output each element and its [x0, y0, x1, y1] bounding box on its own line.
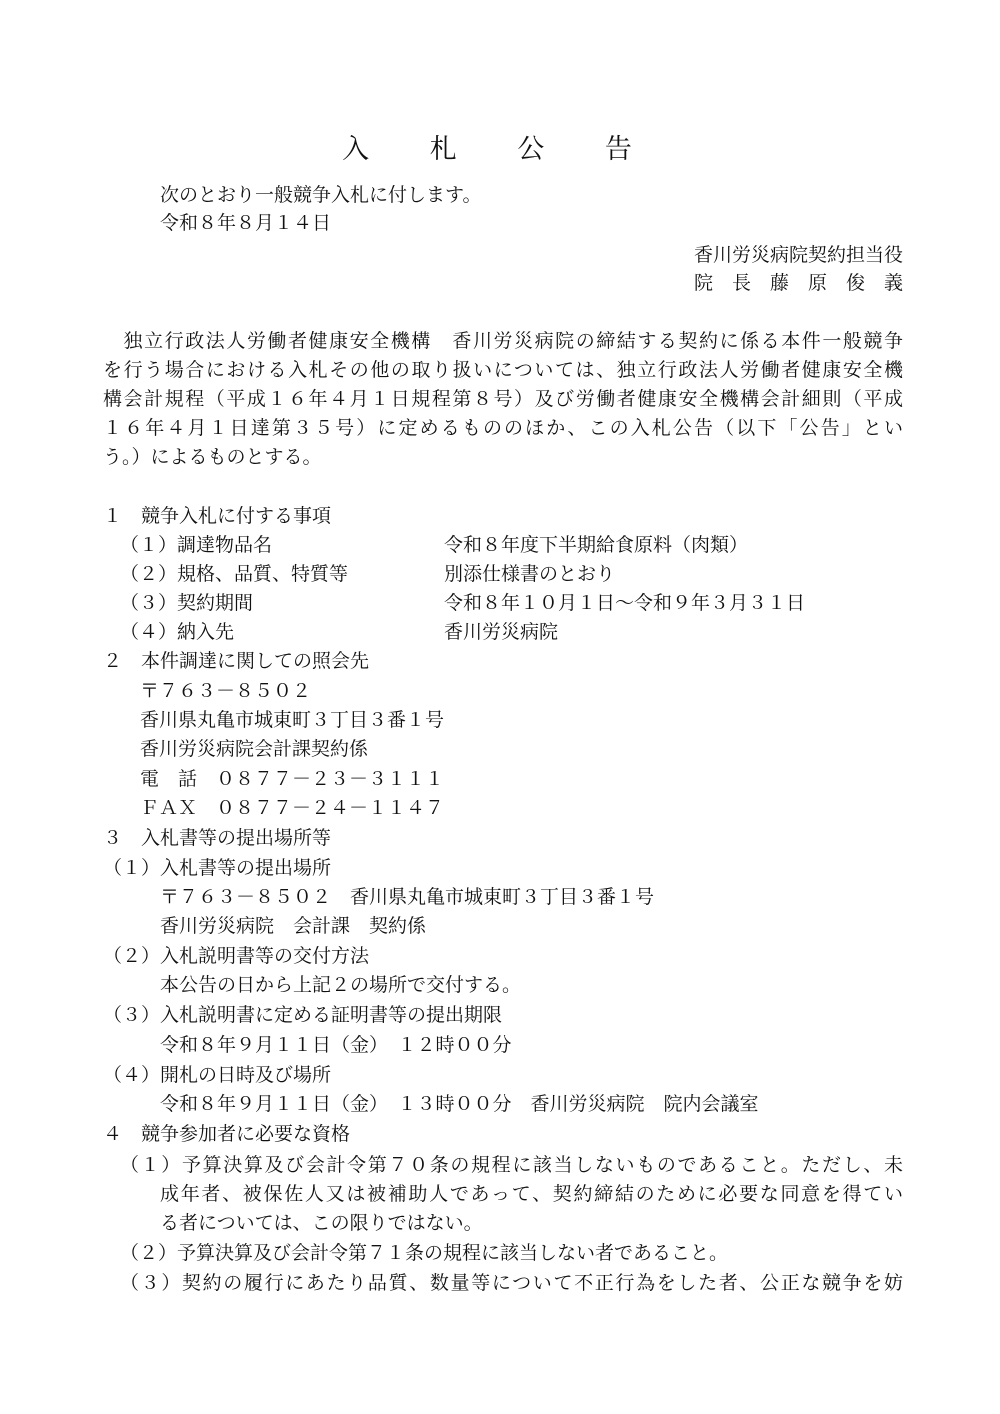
item-value: 香川労災病院	[444, 621, 559, 643]
intro-text: 次のとおり一般競争入札に付します。	[160, 184, 482, 206]
preamble-line: 構会計規程（平成１６年４月１日規程第８号）及び労働者健康安全機構会計細則（平成	[103, 388, 903, 410]
preamble-line: う。）によるものとする。	[103, 446, 322, 468]
contact-postal-code: 〒７６３－８５０２	[140, 680, 312, 702]
section-3-item: （２）入札説明書等の交付方法	[103, 945, 370, 967]
section-3-detail: 令和８年９月１１日（金） １３時００分 香川労災病院 院内会議室	[160, 1093, 759, 1115]
contact-fax: ＦＡＸ ０８７７－２４－１１４７	[140, 797, 445, 819]
document-title: 入 札 公 告	[342, 134, 658, 165]
preamble-line: １６年４月１日達第３５号）に定めるもののほか、この入札公告（以下「公告」とい	[103, 417, 903, 439]
item-label: （１）調達物品名	[120, 534, 273, 556]
item-label: （４）納入先	[120, 621, 235, 643]
section-4-heading: ４ 競争参加者に必要な資格	[103, 1123, 351, 1145]
section-3-heading: ３ 入札書等の提出場所等	[103, 827, 332, 849]
section-3-detail: 令和８年９月１１日（金） １２時００分	[160, 1034, 512, 1056]
issuer-name: 院 長 藤 原 俊 義	[693, 272, 903, 294]
section-3-item: （３）入札説明書に定める証明書等の提出期限	[103, 1004, 503, 1026]
preamble-line: 独立行政法人労働者健康安全機構 香川労災病院の締結する契約に係る本件一般競争	[103, 330, 903, 352]
item-label: （３）契約期間	[120, 592, 254, 614]
section-3-detail: 本公告の日から上記２の場所で交付する。	[160, 974, 522, 996]
section-4-item-line: る者については、この限りではない。	[160, 1212, 483, 1234]
item-label: （２）規格、品質、特質等	[120, 563, 349, 585]
section-3-item: （１）入札書等の提出場所	[103, 857, 332, 879]
item-value: 令和８年１０月１日～令和９年３月３１日	[444, 592, 806, 614]
section-4-item-line: （３）契約の履行にあたり品質、数量等について不正行為をした者、公正な競争を妨	[120, 1272, 903, 1294]
item-value: 別添仕様書のとおり	[444, 563, 616, 585]
contact-address: 香川県丸亀市城東町３丁目３番１号	[140, 709, 445, 731]
item-value: 令和８年度下半期給食原料（肉類）	[444, 534, 749, 556]
section-4-item-line: （１）予算決算及び会計令第７０条の規程に該当しないものであること。ただし、未	[120, 1154, 903, 1176]
contact-department: 香川労災病院会計課契約係	[140, 738, 369, 760]
section-2-heading: ２ 本件調達に関しての照会先	[103, 650, 370, 672]
section-1-heading: １ 競争入札に付する事項	[103, 505, 332, 527]
section-3-detail: 香川労災病院 会計課 契約係	[160, 915, 427, 937]
section-4-item-line: 成年者、被保佐人又は被補助人であって、契約締結のために必要な同意を得てい	[160, 1183, 903, 1205]
preamble-line: を行う場合における入札その他の取り扱いについては、独立行政法人労働者健康安全機	[103, 359, 903, 381]
section-3-item: （４）開札の日時及び場所	[103, 1064, 332, 1086]
section-4-item: （２）予算決算及び会計令第７１条の規程に該当しない者であること。	[120, 1242, 729, 1264]
section-3-detail: 〒７６３－８５０２ 香川県丸亀市城東町３丁目３番１号	[160, 886, 655, 908]
notice-date: 令和８年８月１４日	[160, 212, 332, 234]
contact-phone: 電 話 ０８７７－２３－３１１１	[140, 768, 445, 790]
issuer-organization: 香川労災病院契約担当役	[693, 244, 903, 266]
